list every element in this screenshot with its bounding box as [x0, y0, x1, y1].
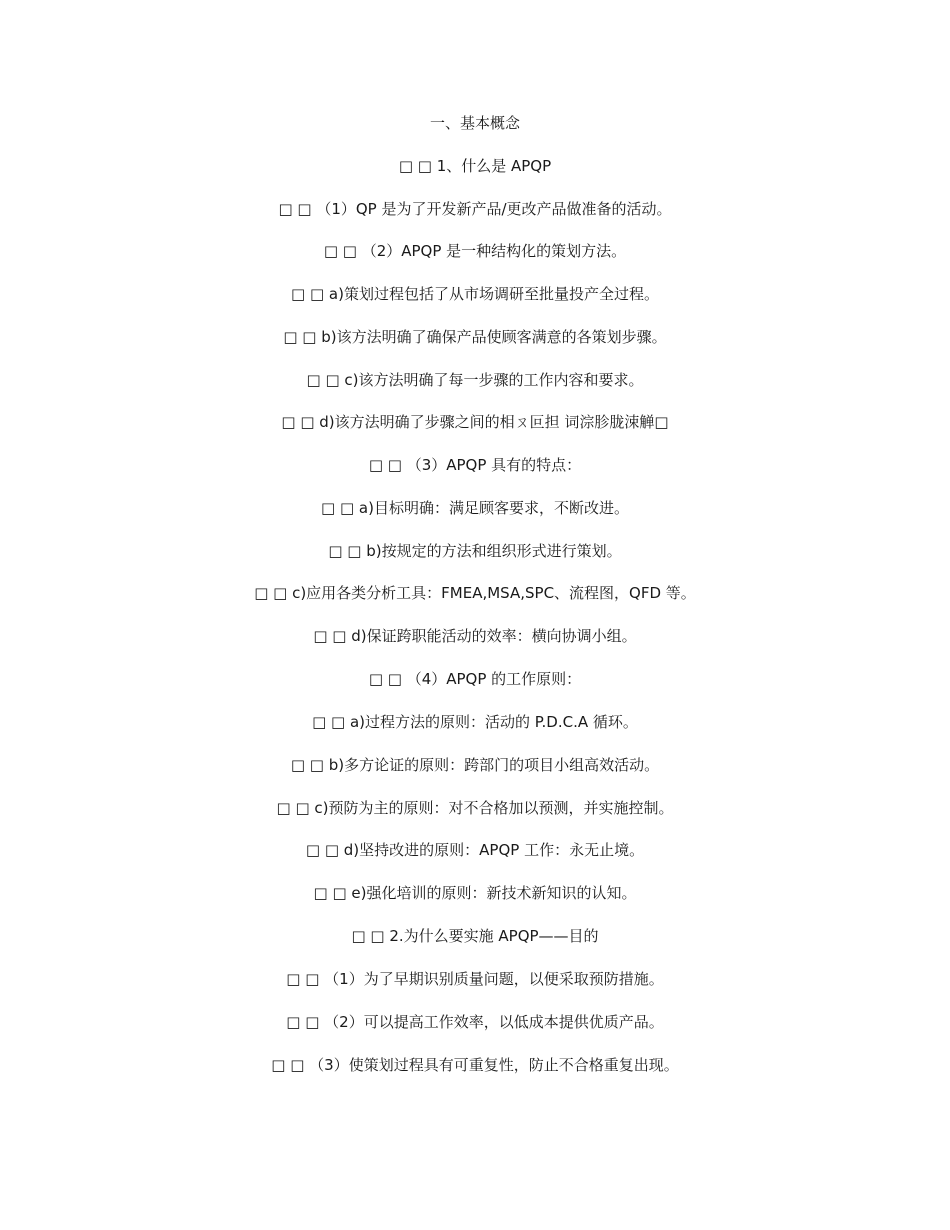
text-line: □ □ c)应用各类分析工具：FMEA,MSA,SPC、流程图，QFD 等。: [254, 584, 696, 602]
section-heading: 一、基本概念: [429, 114, 520, 132]
text-line: □ □ b)多方论证的原则：跨部门的项目小组高效活动。: [290, 756, 660, 774]
text-line: □ □ （3）APQP 具有的特点：: [368, 456, 582, 474]
text-line: □ □ a)策划过程包括了从市场调研至批量投产全过程。: [291, 285, 659, 303]
text-line: □ □ c)该方法明确了每一步骤的工作内容和要求。: [306, 371, 644, 389]
text-line: □ □ （1）为了早期识别质量问题，以便采取预防措施。: [286, 970, 664, 988]
text-line: □ □ （4）APQP 的工作原则：: [368, 670, 582, 688]
text-line: □ □ d)该方法明确了步骤之间的相ㄡ叵担 词淙胗胧涑觯□: [281, 413, 669, 431]
text-line: □ □ （3）使策划过程具有可重复性，防止不合格重复出现。: [271, 1056, 679, 1074]
text-line: □ □ （1）QP 是为了开发新产品/更改产品做准备的活动。: [278, 200, 672, 218]
text-line: □ □ （2）APQP 是一种结构化的策划方法。: [323, 242, 627, 260]
subsection-heading: □ □ 1、什么是 APQP: [398, 157, 552, 175]
subsection-heading: □ □ 2.为什么要实施 APQP——目的: [351, 927, 599, 945]
text-line: □ □ e)强化培训的原则：新技术新知识的认知。: [313, 884, 637, 902]
text-line: □ □ d)坚持改进的原则：APQP 工作：永无止境。: [305, 841, 645, 859]
text-line: □ □ a)目标明确：满足顾客要求，不断改进。: [321, 499, 629, 517]
text-line: □ □ d)保证跨职能活动的效率：横向协调小组。: [313, 627, 637, 645]
text-line: □ □ （2）可以提高工作效率，以低成本提供优质产品。: [286, 1013, 664, 1031]
text-line: □ □ b)该方法明确了确保产品使顾客满意的各策划步骤。: [283, 328, 667, 346]
text-line: □ □ c)预防为主的原则：对不合格加以预测，并实施控制。: [276, 799, 674, 817]
text-line: □ □ a)过程方法的原则：活动的 P.D.C.A 循环。: [312, 713, 638, 731]
text-line: □ □ b)按规定的方法和组织形式进行策划。: [328, 542, 622, 560]
